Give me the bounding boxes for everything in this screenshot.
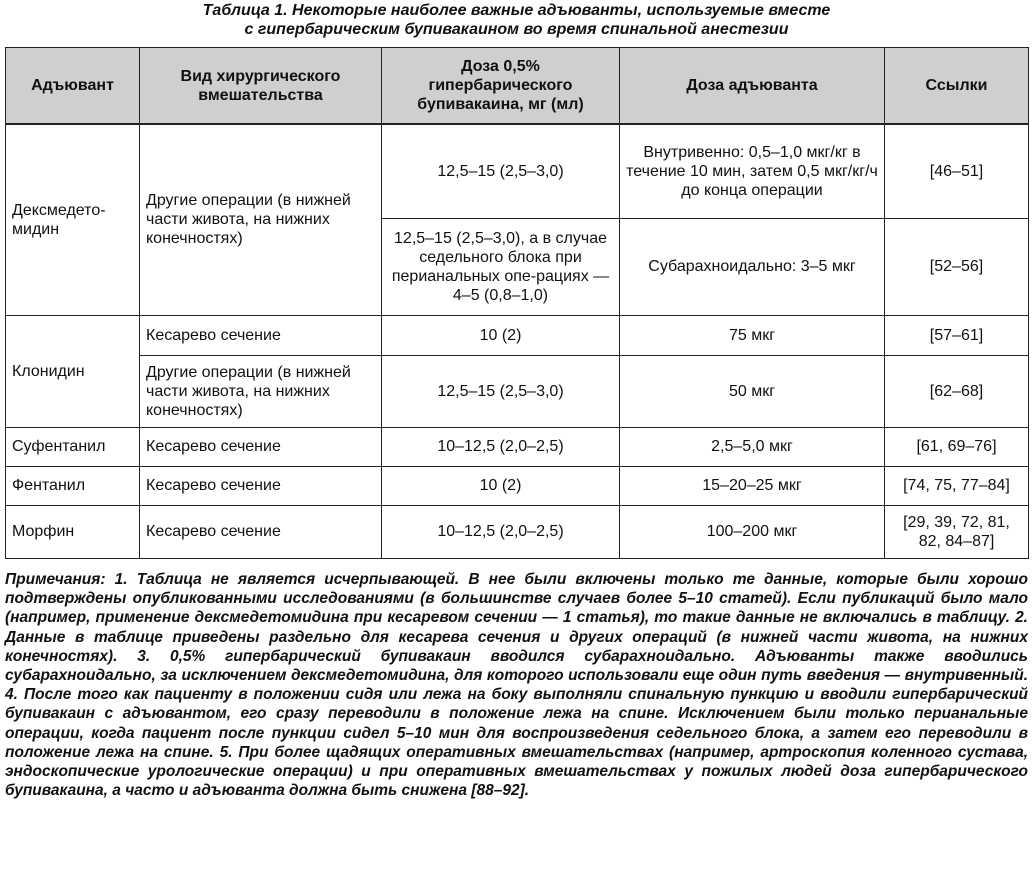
surgery-type: Кесарево сечение [140,427,382,466]
header-bupivacaine-dose: Доза 0,5% гипербарического бупивакаина, мг (мл) [382,48,620,125]
references: [61, 69–76] [885,427,1029,466]
table-caption [0,0,1033,42]
bupivacaine-dose: 12,5–15 (2,5–3,0) [382,355,620,427]
references: [62–68] [885,355,1029,427]
header-surgery: Вид хирургического вмешательства [140,48,382,125]
surgery-type: Кесарево сечение [140,466,382,505]
bupivacaine-dose: 10 (2) [382,315,620,355]
adjuvant-dose: 100–200 мкг [620,505,885,558]
adjuvant-name: Фентанил [6,466,140,505]
adjuvant-name: Клонидин [6,315,140,427]
caption-line-1: Таблица 1. Некоторые наиболее важные адъюванты, используемые вместе [202,2,831,19]
adjuvant-dose: 50 мкг [620,355,885,427]
references: [46–51] [885,124,1029,218]
header-adjuvant-dose: Доза адъюванта [620,48,885,125]
bupivacaine-dose: 12,5–15 (2,5–3,0), а в случае седельного блока при перианальных опе-рациях — 4–5 (0,8–1,0) [382,218,620,315]
surgery-type: Другие операции (в нижней части живота, на нижних конечностях) [140,124,382,315]
table-row [6,427,1029,466]
adjuvant-name: Дексмедето-мидин [6,124,140,315]
adjuvant-dose: Внутривенно: 0,5–1,0 мкг/кг в течение 10 мин, затем 0,5 мкг/кг/ч до конца операции [620,124,885,218]
header-references: Ссылки [885,48,1029,125]
references: [74, 75, 77–84] [885,466,1029,505]
header-adjuvant: Адъювант [6,48,140,125]
adjuvant-dose: 2,5–5,0 мкг [620,427,885,466]
adjuvant-name: Морфин [6,505,140,558]
surgery-type: Кесарево сечение [140,315,382,355]
table-row [6,466,1029,505]
bupivacaine-dose: 10 (2) [382,466,620,505]
bupivacaine-dose: 12,5–15 (2,5–3,0) [382,124,620,218]
adjuvant-dose: 75 мкг [620,315,885,355]
adjuvant-dose: 15–20–25 мкг [620,466,885,505]
caption-line-2: с гипербарическим бупивакаином во время спинальной анестезии [244,21,789,38]
references: [52–56] [885,218,1029,315]
table-notes: Примечания: 1. Таблица не является исчерпывающей. В нее были включены только те данные, которые были хорошо подтверждены опубликованными исследованиями (в большинстве случаев более 5–10 статей). Если публикаций было мало (например, применение дексмедетомидина при кесаревом сечении — 1 статья), то такие данные не включались в таблицу. 2. Данные в таблице приведены раздельно для кесарева сечения и других операций (в нижней части живота, на нижних конечностях). 3. 0,5% гипербарический бупивакаин вводился субарахноидально. Адъюванты также вводились субарахноидально, за исключением дексмедетомидина, для которого использовали еще один путь введения — внутривенный. 4. После того как пациенту в положении сидя или лежа на боку выполняли спинальную пункцию и вводили гипербарический бупивакаин с адъювантом, его сразу переводили в положение лежа на спине. Исключением были только перианальные операции, когда пациент после пункции сидел 5–10 мин для воспроизведения седельного блока, а затем его переводили в положение лежа на спине. 5. При более щадящих оперативных вмешательствах (например, артроскопия коленного сустава, эндоскопические урологические операции) и при оперативных вмешательствах у пожилых людей доза гипербарического бупивакаина, а часто и адъюванта должна быть снижена [88–92]. [5,571,1028,800]
table-row [6,505,1029,558]
surgery-type: Кесарево сечение [140,505,382,558]
references: [57–61] [885,315,1029,355]
table-row [6,355,1029,427]
references: [29, 39, 72, 81, 82, 84–87] [885,505,1029,558]
table-row [6,315,1029,355]
header-row [6,48,1029,125]
adjuvant-dose: Субарахноидально: 3–5 мкг [620,218,885,315]
adjuvant-name: Суфентанил [6,427,140,466]
bupivacaine-dose: 10–12,5 (2,0–2,5) [382,505,620,558]
table-row [6,124,1029,218]
adjuvants-table [5,47,1029,559]
surgery-type: Другие операции (в нижней части живота, на нижних конечностях) [140,355,382,427]
bupivacaine-dose: 10–12,5 (2,0–2,5) [382,427,620,466]
